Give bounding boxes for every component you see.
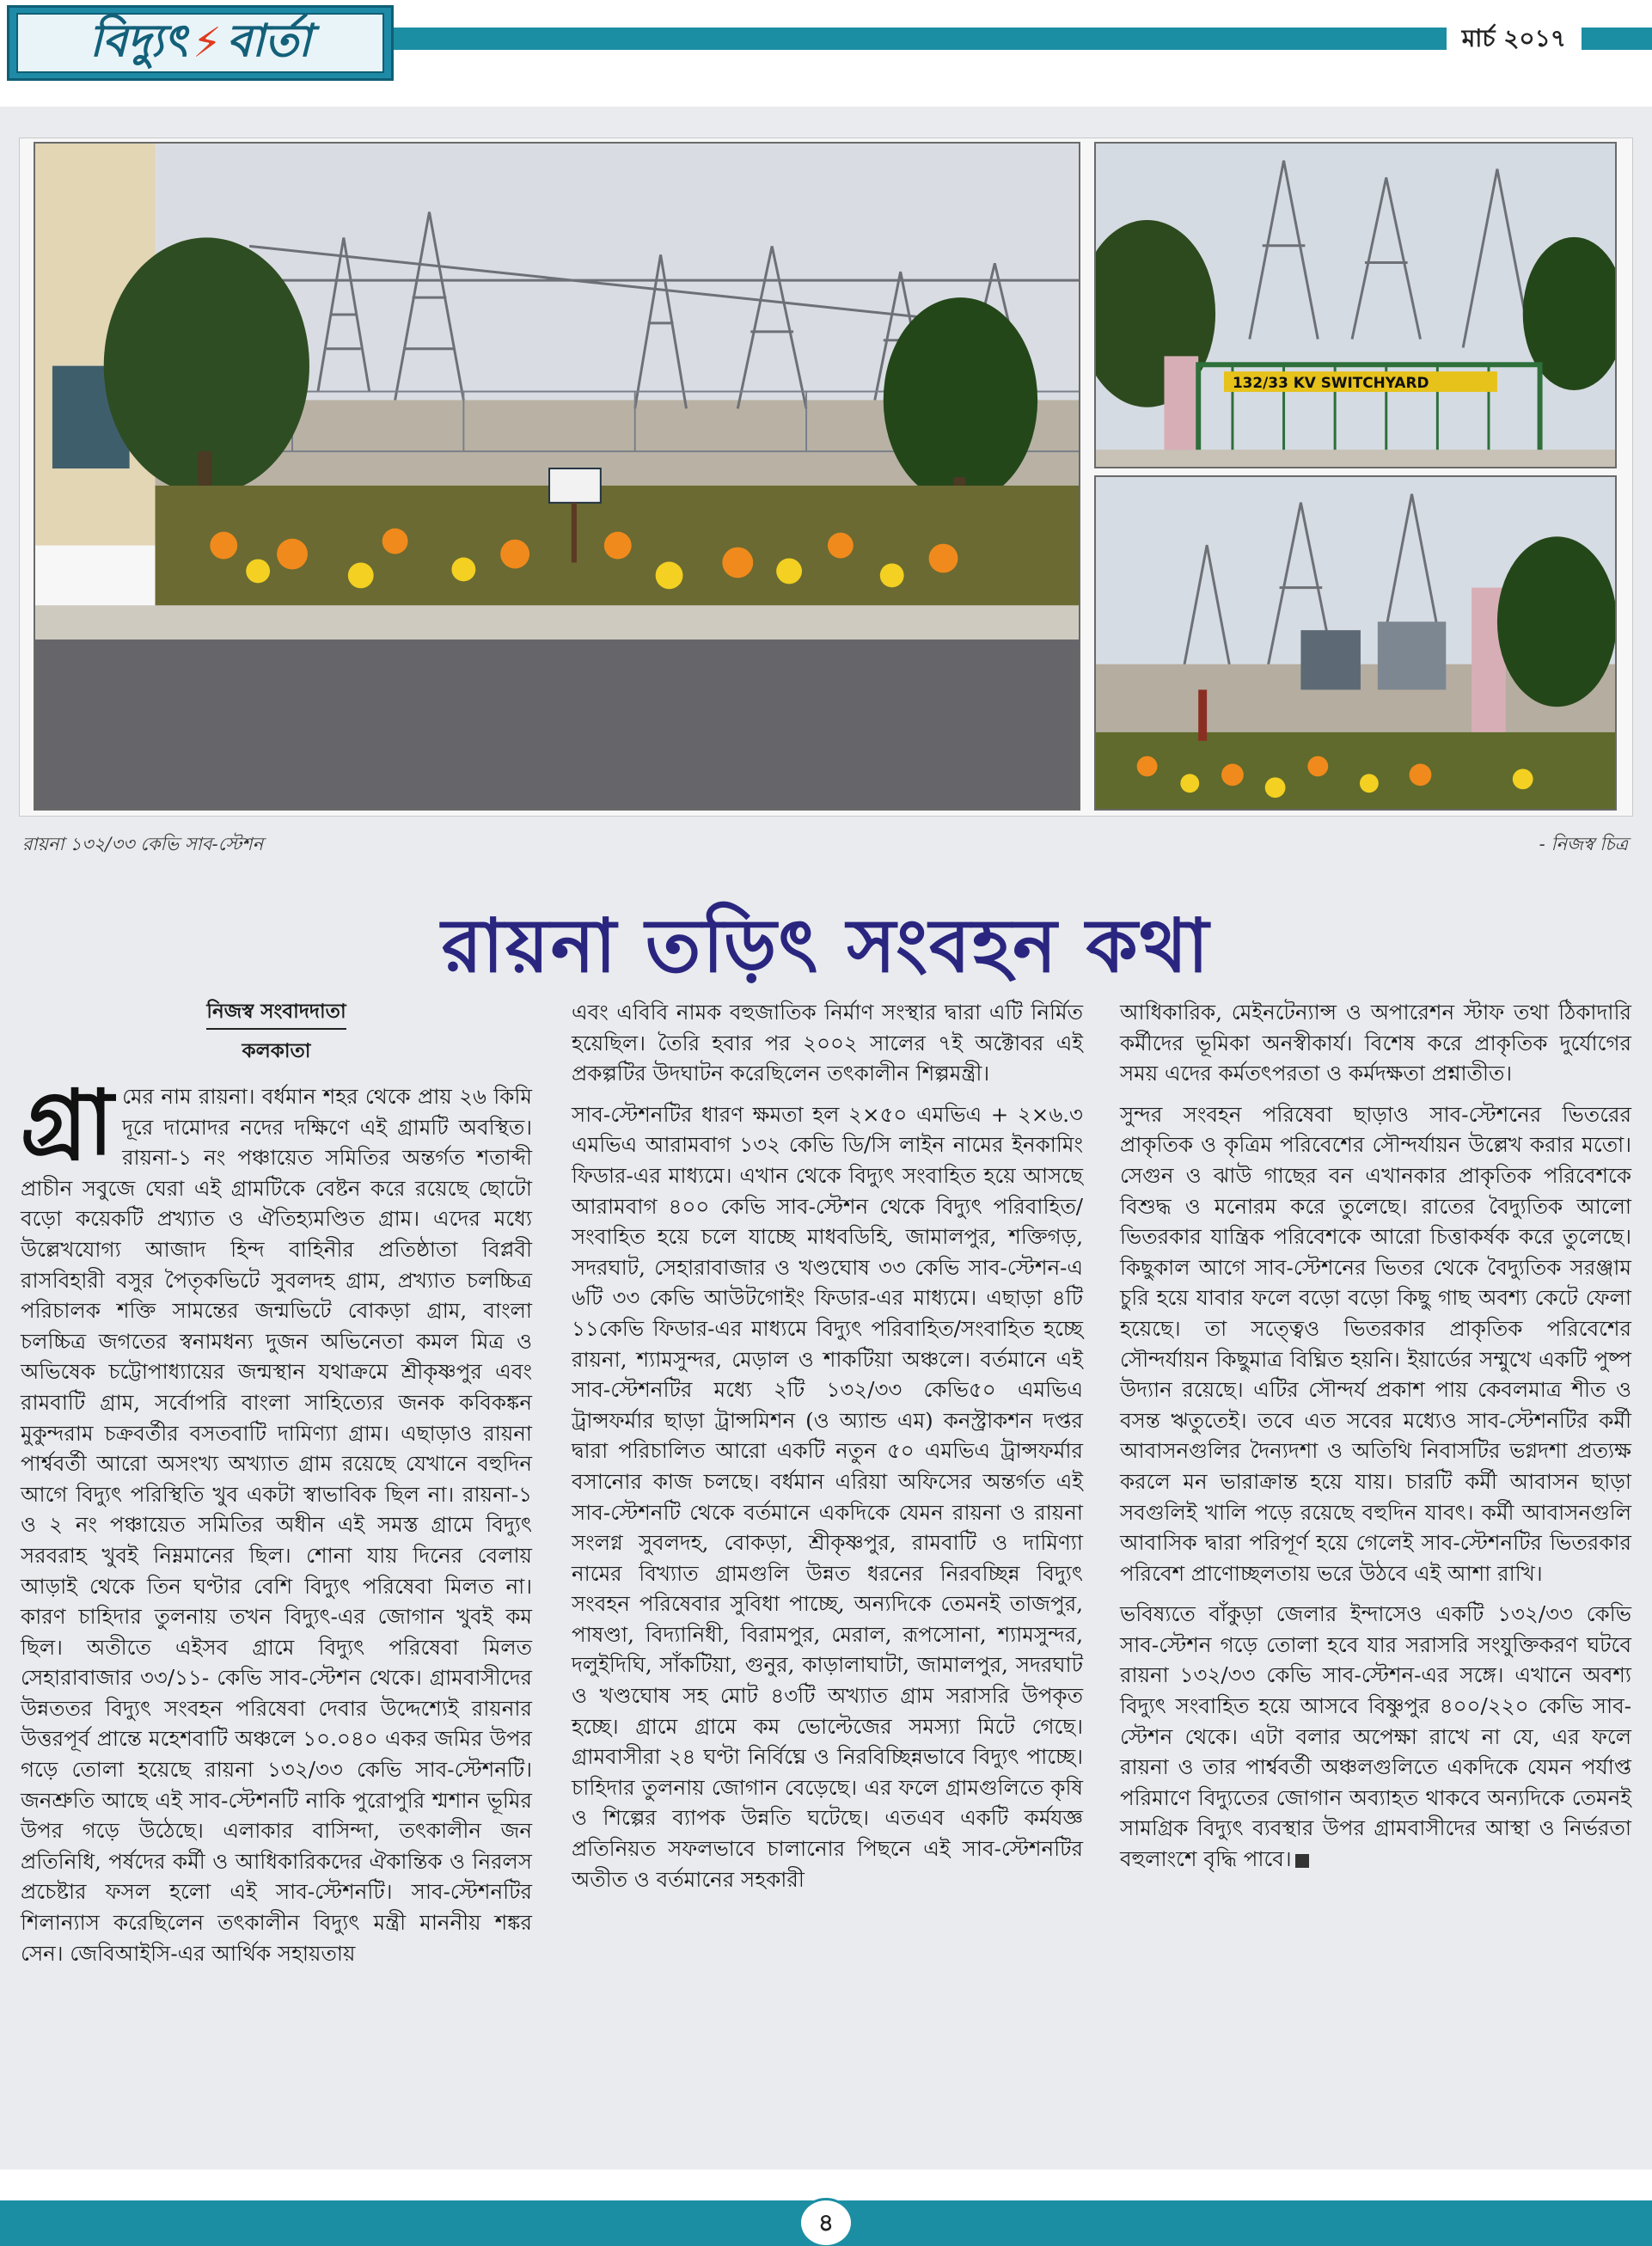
header-rule-end bbox=[1582, 28, 1652, 50]
byline-dateline: কলকাতা bbox=[242, 1039, 311, 1062]
article-paragraph: আধিকারিক, মেইনটেন্যান্স ও অপারেশন স্টাফ তথা ঠিকাদারি কর্মীদের ভূমিকা অনস্বীকার্য। বিশেষ করে প্রাকৃতিক দুর্যোগের সময় এদের কর্মতৎপরতা ও কর্মদক্ষতা প্রশ্নাতীত। bbox=[1120, 1000, 1631, 1086]
article-headline: রায়না তড়িৎ সংবহন কথা bbox=[441, 903, 1211, 989]
issue-date: মার্চ ২০১৭ bbox=[1447, 22, 1582, 55]
publication-logo bbox=[7, 5, 394, 81]
byline bbox=[21, 997, 532, 1066]
lightning-icon: ⚡ bbox=[193, 19, 222, 67]
switchyard-gate-photo bbox=[1094, 142, 1617, 468]
byline-author: নিজস্ব সংবাদদাতা bbox=[206, 997, 346, 1030]
paragraph-text: ভবিষ্যতে বাঁকুড়া জেলার ইন্দাসেও একটি ১৩২/৩৩ কেভি সাব-স্টেশন গড়ে তোলা হবে যার সরাসরি সংযুক্তিকরণ ঘটবে রায়না ১৩২/৩৩ কেভি সাব-স্টেশন-এর সঙ্গে। এখানে অবশ্য বিদ্যুৎ সংবাহিত হয়ে আসবে বিষ্ণুপুর ৪০০/২২০ কেভি সাব-স্টেশন থেকে। এটা বলার অপেক্ষা রাখে না যে, এর ফলে রায়না ও তার পার্শ্ববর্তী অঞ্চলগুলিতে একদিকে যেমন পর্যাপ্ত পরিমাণে বিদ্যুতের জোগান অব্যাহত থাকবে অন্যদিকে তেমনই সামগ্রিক বিদ্যুৎ ব্যবস্থার উপর গ্রামবাসীদের আস্থা ও নির্ভরতা বহুলাংশে বৃদ্ধি পাবে। bbox=[1120, 1601, 1631, 1872]
article-column-3 bbox=[1120, 997, 1631, 1885]
masthead bbox=[0, 0, 1652, 86]
article-paragraph: সাব-স্টেশনটির ধারণ ক্ষমতা হল ২×৫০ এমভিএ + ২×৬.৩ এমভিএ আরামবাগ ১৩২ কেভি ডি/সি লাইন নামের ইনকামিং ফিডার-এর মাধ্যমে। এখান থেকে বিদ্যুৎ সংবাহিত হয়ে আসছে আরামবাগ ৪০০ কেভি সাব-স্টেশন থেকে বিদ্যুৎ পরিবাহিত/সংবাহিত হয়ে চলে যাচ্ছে মাধবডিহি, জামালপুর, শক্তিগড়, সদরঘাট, সেহারাবাজার ও খণ্ডঘোষ ৩৩ কেভি সাব-স্টেশন-এ ৬টি ৩৩ কেভি আউটগোইং ফিডার-এর মাধ্যমে। এছাড়া ৪টি ১১কেভি ফিডার-এর মাধ্যমে বিদ্যুৎ পরিবাহিত/সংবাহিত হচ্ছে রায়না, শ্যামসুন্দর, মেড়াল ও শাকটিয়া অঞ্চলে। বর্তমানে এই সাব-স্টেশনটির মধ্যে ২টি ১৩২/৩৩ কেভি৫০ এমভিএ ট্রান্সফর্মার ছাড়া ট্রান্সমিশন (ও অ্যান্ড এম) কনস্ট্রাকশন দপ্তর দ্বারা পরিচালিত আরো একটি নতুন ৫০ এমভিএ ট্রান্সফর্মার বসানোর কাজ চলছে। বর্ধমান এরিয়া অফিসের অন্তর্গত এই সাব-স্টেশনটি থেকে বর্তমানে একদিকে যেমন রায়না ও রায়না সংলগ্ন সুবলদহ, বোকড়া, শ্রীকৃষ্ণপুর, রামবাটি ও দামিণ্যা নামের বিখ্যাত গ্রামগুলি উন্নত ধরনের নিরবচ্ছিন্ন বিদ্যুৎ সংবহন পরিষেবার সুবিধা পাচ্ছে, অন্যদিকে তেমনই তাজপুর, পাষণ্ডা, বিদ্যানিধী, বিরামপুর, মেরাল, রূপসোনা, শ্যামসুন্দর, দলুইদিঘি, সাঁকটিয়া, গুনুর, কাড়ালাঘাটা, জামালপুর, সদরঘাট ও খণ্ডঘোষ সহ মোট ৪৩টি অখ্যাত গ্রাম সরাসরি উপকৃত হচ্ছে। গ্রামে গ্রামে কম ভোল্টেজের সমস্যা মিটে গেছে। গ্রামবাসীরা ২৪ ঘণ্টা নির্বিঘ্নে ও নিরবিচ্ছিন্নভাবে বিদ্যুৎ পাচ্ছে। চাহিদার তুলনায় জোগান বেড়েছে। এর ফলে গ্রামগুলিতে কৃষি ও শিল্পের ব্যাপক উন্নতি ঘটেছে। এতএব একটি কর্মযজ্ঞ প্রতিনিয়ত সফলভাবে চালানোর পিছনে এই সাব-স্টেশনটির অতীত ও বর্তমানের সহকারী bbox=[572, 1101, 1083, 1892]
article-column-2 bbox=[572, 997, 1083, 1905]
drop-cap: গ্রা bbox=[21, 1069, 114, 1175]
photo-credit: - নিজস্ব চিত্র bbox=[1539, 834, 1628, 854]
article-column-1 bbox=[21, 997, 532, 1979]
transformer-yard-photo bbox=[1094, 475, 1617, 811]
article-paragraph: সুন্দর সংবহন পরিষেবা ছাড়াও সাব-স্টেশনের ভিতরের প্রাকৃতিক ও কৃত্রিম পরিবেশের সৌন্দর্যায়ন উল্লেখ করার মতো। সেগুন ও ঝাউ গাছের বন এখানকার প্রাকৃতিক পরিবেশকে বিশুদ্ধ ও মনোরম করে তুলেছে। রাতের বৈদ্যুতিক আলো ভিতরকার যান্ত্রিক পরিবেশকে আরো চিত্তাকর্ষক করে তুলেছে। কিছুকাল আগে সাব-স্টেশনের ভিতর থেকে বৈদ্যুতিক সরঞ্জাম চুরি হয়ে যাবার ফলে বড়ো বড়ো কিছু গাছ অবশ্য কেটে ফেলা হয়েছে। তা সত্ত্বেও ভিতরকার প্রাকৃতিক পরিবেশের সৌন্দর্যায়ন কিছুমাত্র বিঘ্নিত হয়নি। ইয়ার্ডের সম্মুখে একটি পুষ্প উদ্যান রয়েছে। এটির সৌন্দর্য প্রকাশ পায় কেবলমাত্র শীত ও বসন্ত ঋতুতেই। তবে এত সবের মধ্যেও সাব-স্টেশনটির কর্মী আবাসনগুলির দৈন্যদশা ও অতিথি নিবাসটির ভগ্নদশা প্রত্যক্ষ করলে মন ভারাক্রান্ত হয়ে যায়। চারটি কর্মী আবাসন ছাড়া সবগুলিই খালি পড়ে রয়েছে বহুদিন যাবৎ। কর্মী আবাসনগুলি আবাসিক দ্বারা পরিপূর্ণ হয়ে গেলেই সাব-স্টেশনটির ভিতরকার পরিবেশ প্রাণোচ্ছলতায় ভরে উঠবে এই আশা রাখি। bbox=[1120, 1101, 1631, 1586]
photo-caption: রায়না ১৩২/৩৩ কেভি সাব-স্টেশন bbox=[22, 834, 264, 854]
photo-panel bbox=[19, 138, 1633, 817]
paragraph-text: মের নাম রায়না। বর্ধমান শহর থেকে প্রায় ২৬ কিমি দূরে দামোদর নদের দক্ষিণে এই গ্রামটি অবস্থিত। রায়না-১ নং পঞ্চায়েত সমিতির অন্তর্গত শতাব্দী প্রাচীন সবুজে ঘেরা এই গ্রামটিকে বেষ্টন করে রয়েছে ছোটো বড়ো কয়েকটি প্রখ্যাত ও ঐতিহ্যমণ্ডিত গ্রাম। এদের মধ্যে উল্লেখযোগ্য আজাদ হিন্দ বাহিনীর প্রতিষ্ঠাতা বিপ্লবী রাসবিহারী বসুর পৈতৃকভিটে সুবলদহ গ্রাম, প্রখ্যাত চলচ্চিত্র পরিচালক শক্তি সামন্তের জন্মভিটে বোকড়া গ্রাম, বাংলা চলচ্চিত্র জগতের স্বনামধন্য দুজন অভিনেতা কমল মিত্র ও অভিষেক চট্টোপাধ্যায়ের জন্মস্থান যথাক্রমে শ্রীকৃষ্ণপুর এবং রামবাটি গ্রাম, সর্বোপরি বাংলা সাহিত্যের জনক কবিকঙ্কন মুকুন্দরাম চক্রবর্তীর বসতবাটি দামিণ্যা গ্রাম। এছাড়াও রায়না পার্শ্ববর্তী আরো অসংখ্য অখ্যাত গ্রাম রয়েছে যেখানে বহুদিন আগে বিদ্যুৎ পরিস্থিতি খুব একটা স্বাভাবিক ছিল না। রায়না-১ ও ২ নং পঞ্চায়েত সমিতির অধীন এই সমস্ত গ্রামে বিদ্যুৎ সরবরাহ খুবই নিম্নমানের ছিল। শোনা যায় দিনের বেলায় আড়াই থেকে তিন ঘণ্টার বেশি বিদ্যুৎ পরিষেবা মিলত না। কারণ চাহিদার তুলনায় তখন বিদ্যুৎ-এর জোগান খুবই কম ছিল। অতীতে এইসব গ্রামে বিদ্যুৎ পরিষেবা মিলত সেহারাবাজার ৩৩/১১- কেভি সাব-স্টেশন থেকে। গ্রামবাসীদের উন্নততর বিদ্যুৎ সংবহন পরিষেবা দেবার উদ্দেশ্যেই রায়নার উত্তরপূর্ব প্রান্তে মহেশবাটি অঞ্চলে ১০.০৪০ একর জমির উপর গড়ে তোলা হয়েছে রায়না ১৩২/৩৩ কেভি সাব-স্টেশনটি। জনশ্রুতি আছে এই সাব-স্টেশনটি নাকি পুরোপুরি শ্মশান ভূমির উপর গড়ে উঠেছে। এলাকার বাসিন্দা, তৎকালীন জন প্রতিনিধি, পর্ষদের কর্মী ও আধিকারিকদের ঐকান্তিক ও নিরলস প্রচেষ্টার ফসল হলো এই সাব-স্টেশনটি। সাব-স্টেশনটির শিলান্যাস করেছিলেন তৎকালীন বিদ্যুৎ মন্ত্রী মাননীয় শঙ্কর সেন। জেবিআইসি-এর আর্থিক সহায়তায় bbox=[21, 1084, 532, 1966]
end-mark-icon bbox=[1295, 1854, 1309, 1868]
page-number: ৪ bbox=[798, 2198, 854, 2246]
logo-word-bidyut: বিদ্যুৎ bbox=[89, 14, 188, 67]
logo-word-barta: বার্তা bbox=[226, 14, 311, 67]
article-paragraph bbox=[1120, 1599, 1631, 1874]
article-paragraph bbox=[21, 1069, 532, 1968]
substation-garden-photo bbox=[34, 142, 1080, 811]
switchyard-sign: 132/33 KV SWITCHYARD bbox=[1232, 374, 1429, 391]
article-paragraph: এবং এবিবি নামক বহুজাতিক নির্মাণ সংস্থার দ্বারা এটি নির্মিত হয়েছিল। তৈরি হবার পর ২০০২ সালের ৭ই অক্টোবর এই প্রকল্পটির উদঘাটন করেছিলেন তৎকালীন শিল্পমন্ত্রী। bbox=[572, 1000, 1083, 1086]
